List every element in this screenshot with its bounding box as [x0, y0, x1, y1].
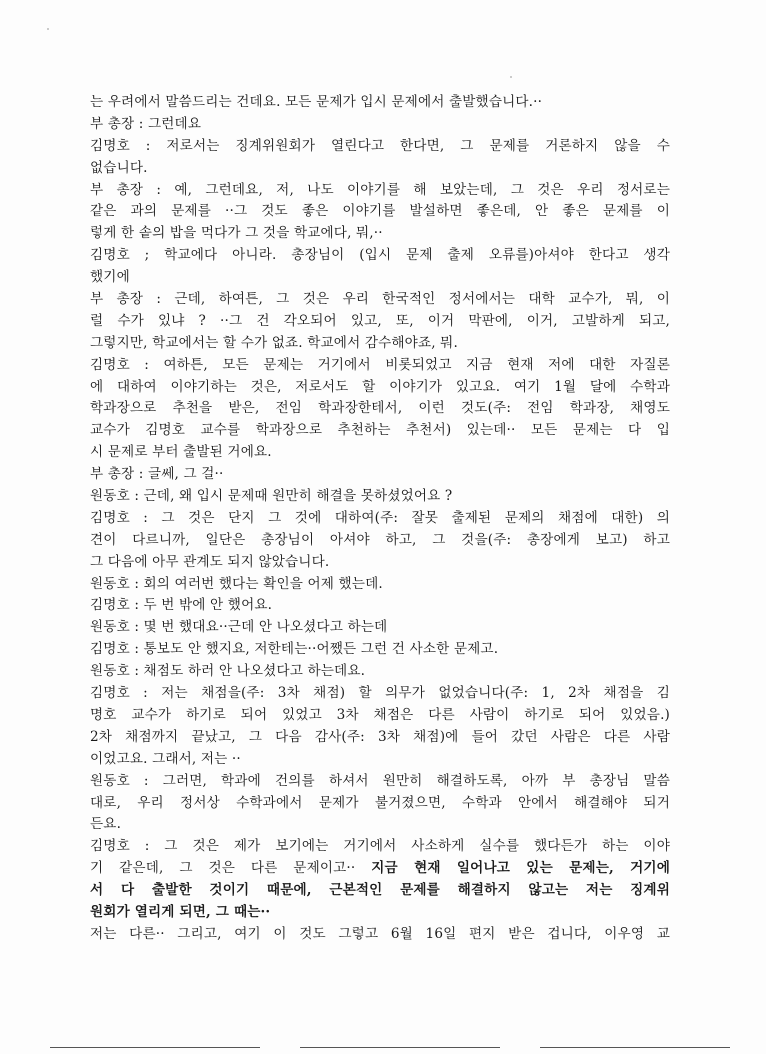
transcript-line: 원동호 : 회의 여러번 했다는 확인을 어제 했는데.	[90, 575, 383, 592]
transcript-line: 대로, 우리 정서상 수학과에서 문제가 불거졌으면, 수학과 안에서 해결해야 되거	[90, 794, 670, 811]
transcript-text-bold: 지금 현재 일어나고 있는 문제는, 거기에	[371, 860, 670, 877]
scan-speck	[47, 28, 49, 30]
transcript-line: 부 총장 : 그런데요	[90, 115, 202, 132]
transcript-line: 원동호 : 몇 번 했대요··근데 안 나오셨다고 하는데	[90, 619, 388, 636]
transcript-line: 교수가 김명호 교수를 학과장으로 추천하는 추천서) 있는데·· 모든 문제는 다 입	[90, 422, 670, 439]
footer-rule	[50, 1047, 260, 1048]
transcript-line: 원동호 : 그러면, 학과에 건의를 하셔서 원만히 해결하도록, 아까 부 총장님 말씀	[90, 772, 670, 789]
transcript-line: 2차 채점까지 끝났고, 그 다음 감사(주: 3차 채점)에 들어 갔던 사람은 다른 사람	[90, 728, 670, 745]
transcript-line: 김명호 : 저는 채점을(주: 3차 채점) 할 의무가 없었습니다(주: 1, 2차 채점을 김	[90, 685, 670, 702]
transcript-line: 없습니다.	[90, 159, 148, 176]
transcript-line: 는 우려에서 말씀드리는 건데요. 모든 문제가 입시 문제에서 출발했습니다.··	[90, 94, 543, 110]
transcript-line: 김명호 : 통보도 안 했지요, 저한테는··어쨌든 그런 건 사소한 문제고.	[90, 641, 499, 658]
transcript-line: 그 다음에 아무 관계도 되지 않았습니다.	[90, 553, 330, 570]
footer-rule	[300, 1047, 500, 1048]
transcript-line: 김명호 : 여하튼, 모든 문제는 거기에서 비롯되었고 지금 현재 저에 대한 자질론	[90, 356, 670, 373]
transcript-line: 부 총장 : 글쎄, 그 걸··	[90, 466, 224, 483]
transcript-line: 부 총장 : 근데, 하여튼, 그 것은 우리 한국적인 정서에서는 대학 교수가, 뭐, 이	[90, 291, 670, 308]
transcript-line: 견이 다르니까, 일단은 총장님이 아셔야 하고, 그 것을(주: 총장에게 보고) 하고	[90, 531, 670, 548]
transcript-line: 김명호 : 두 번 밖에 안 했어요.	[90, 597, 273, 614]
transcript-line: 저는 다른·· 그리고, 여기 이 것도 그렇고 6월 16일 편지 받은 겁니다, 이우영 교	[90, 925, 670, 942]
scan-speck	[510, 76, 512, 78]
transcript-line-bold: 원회가 열리게 되면, 그 때는··	[90, 903, 271, 920]
transcript-line: 같은 과의 문제를 ··그 것도 좋은 이야기를 발설하면 좋은데, 안 좋은 문제를 이	[90, 203, 670, 220]
transcript-line: 원동호 : 채점도 하러 안 나오셨다고 하는데요.	[90, 663, 366, 680]
transcript-line: 명호 교수가 하기로 되어 있었고 3차 채점은 다른 사람이 하기로 되어 있었음.)	[90, 706, 670, 723]
transcript-line: 김명호 : 그 것은 제가 보기에는 거기에서 사소하게 실수를 했다든가 하는 이야	[90, 838, 670, 855]
transcript-line: 렇게 한 솥의 밥을 먹다가 그 것을 학교에다, 뭐,··	[90, 225, 383, 242]
transcript-line-bold: 서 다 출발한 것이기 때문에, 근본적인 문제를 해결하지 않고는 저는 징계위	[90, 882, 670, 899]
transcript-text	[90, 92, 670, 946]
transcript-line: 했기에	[90, 269, 130, 286]
transcript-line: 김명호 : 그 것은 단지 그 것에 대하여(주: 잘못 출제된 문제의 채점에 대한) 의	[90, 509, 670, 526]
transcript-text-normal: 기 같은데, 그 것은 다른 문제이고··	[90, 860, 372, 877]
transcript-line: 그렇지만, 학교에서는 할 수가 없죠. 학교에서 감수해야죠, 뭐.	[90, 334, 458, 351]
transcript-line: 부 총장 : 예, 그런데요, 저, 나도 이야기를 해 보았는데, 그 것은 우리 정서로는	[90, 181, 670, 198]
transcript-line: 럴 수가 있냐 ? ··그 건 각오되어 있고, 또, 이거 막판에, 이거, 고발하게 되고,	[90, 312, 670, 329]
transcript-line: 김명호 ; 학교에다 아니라. 총장님이 (입시 문제 출제 오류를)아셔야 한다고 생각	[90, 247, 670, 264]
transcript-line: 시 문제로 부터 출발된 거에요.	[90, 444, 272, 461]
transcript-line: 이었고요. 그래서, 저는 ··	[90, 750, 241, 767]
transcript-line: 든요.	[90, 816, 122, 833]
transcript-line: 에 대하여 이야기하는 것은, 저로서도 할 이야기가 있고요. 여기 1월 달에 수학과	[90, 378, 670, 395]
transcript-line: 학과장으로 추천을 받은, 전임 학과장한테서, 이런 것도(주: 전임 학과장, 채영도	[90, 400, 670, 417]
footer-rule	[540, 1047, 730, 1048]
transcript-line: 김명호 : 저로서는 징계위원회가 열린다고 한다면, 그 문제를 거론하지 않을 수	[90, 137, 670, 154]
transcript-line-mixed	[90, 858, 670, 880]
transcript-line: 원동호 : 근데, 왜 입시 문제때 원만히 해결을 못하셨었어요 ?	[90, 488, 453, 505]
